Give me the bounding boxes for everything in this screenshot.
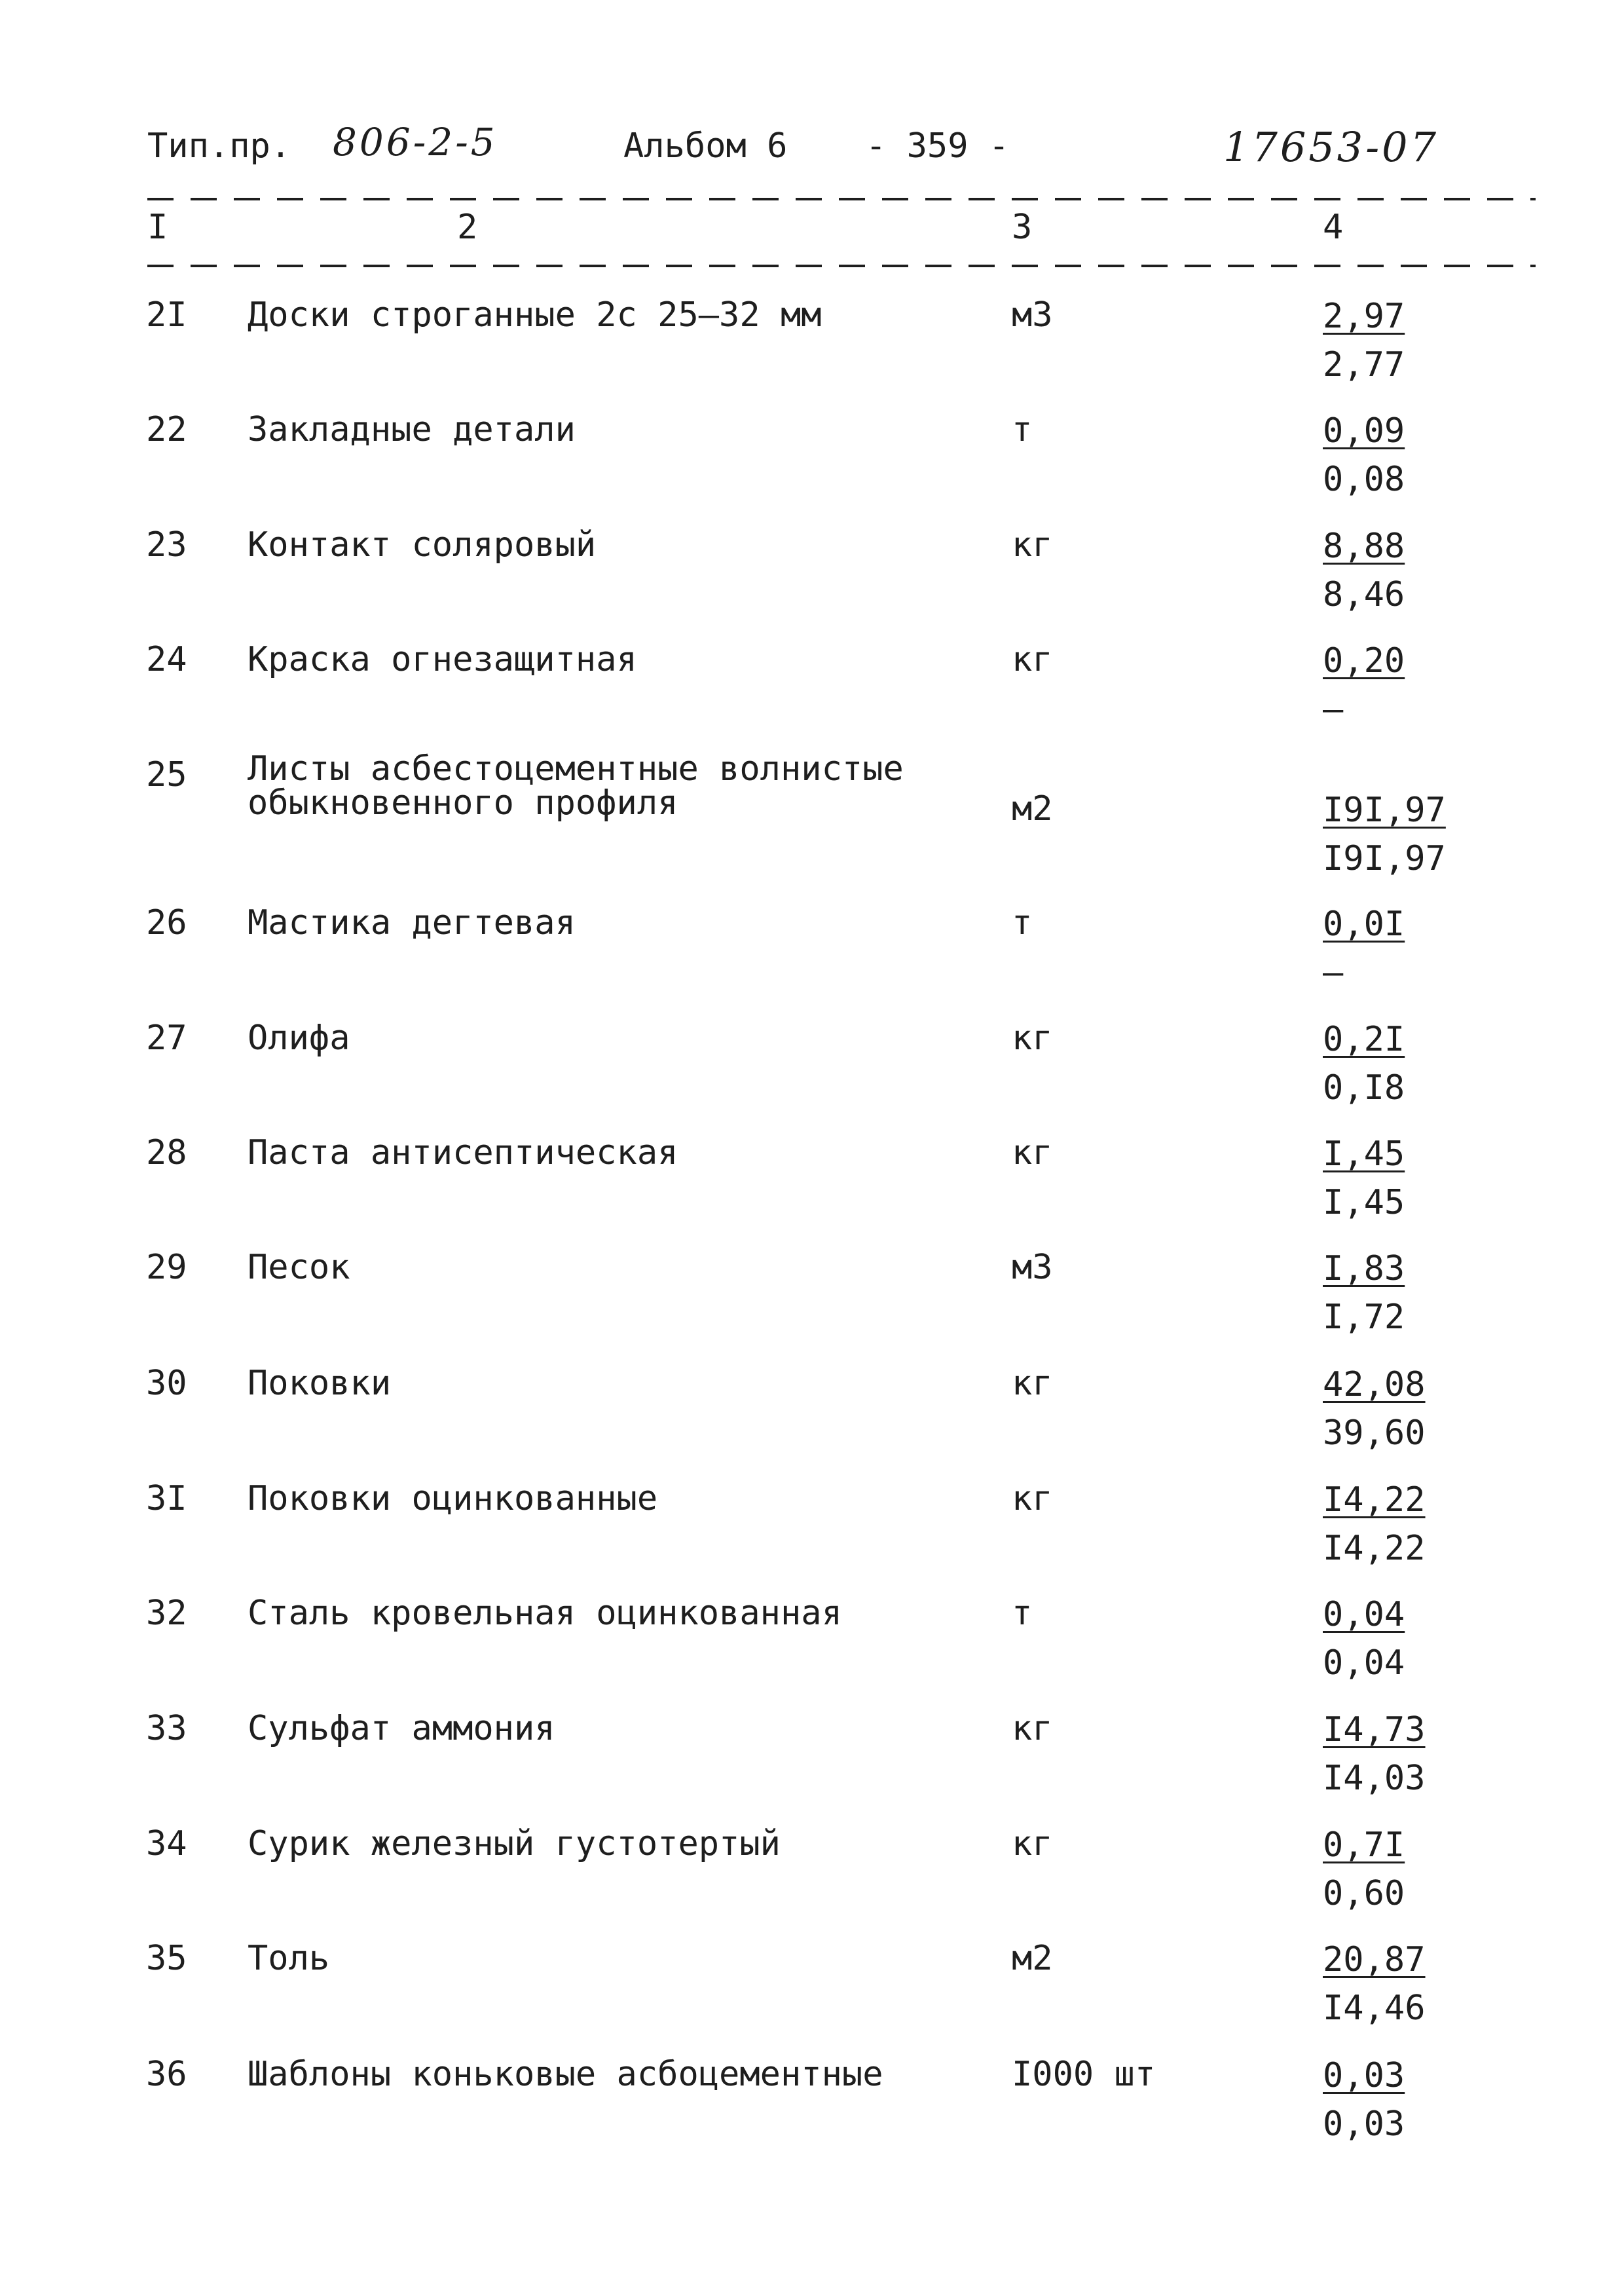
unit: м3	[1012, 1248, 1053, 1287]
quantity-top: 42,08	[1323, 1365, 1426, 1404]
unit: кг	[1012, 1709, 1053, 1748]
header-inventory-number: 17653-07	[1223, 123, 1439, 171]
header-rule-bottom	[147, 265, 1536, 267]
row-number: 29	[146, 1248, 187, 1287]
quantity-top: 2,97	[1323, 297, 1405, 336]
material-name: Олифа	[248, 1019, 350, 1058]
material-name: Поковки оцинкованные	[248, 1479, 658, 1518]
table-row	[0, 407, 1624, 505]
quantity-bottom: 0,I8	[1323, 1068, 1405, 1108]
column-header-2: 2	[457, 208, 478, 247]
table-row	[0, 1706, 1624, 1804]
row-number: 34	[146, 1824, 187, 1863]
row-number: 33	[146, 1709, 187, 1748]
table-row	[0, 2051, 1624, 2150]
quantity-bottom: –	[1323, 953, 1344, 992]
unit: кг	[1012, 1364, 1053, 1403]
quantity-bottom: I,45	[1323, 1183, 1405, 1222]
table-row	[0, 1130, 1624, 1228]
quantity-top: 20,87	[1323, 1940, 1426, 1979]
table-row	[0, 1015, 1624, 1113]
quantity-top: 0,03	[1323, 2056, 1405, 2095]
unit: кг	[1012, 1019, 1053, 1058]
material-name: Толь	[248, 1939, 330, 1978]
material-name: Песок	[248, 1248, 350, 1287]
material-name: Поковки	[248, 1364, 392, 1403]
header-project-code: 806-2-5	[333, 120, 498, 164]
header-album: Альбом 6	[623, 126, 788, 166]
row-number: 24	[146, 640, 187, 679]
header-prefix: Тип.пр.	[147, 126, 291, 166]
row-number: 32	[146, 1594, 187, 1633]
quantity-values	[1323, 1360, 1426, 1457]
quantity-values	[1323, 1936, 1426, 2032]
table-row	[0, 1360, 1624, 1459]
row-number: 35	[146, 1939, 187, 1978]
row-number: 22	[146, 410, 187, 449]
quantity-top: I,83	[1323, 1249, 1405, 1288]
quantity-values	[1323, 292, 1405, 389]
material-name: Краска огнезащитная	[248, 640, 637, 679]
table-row	[0, 1244, 1624, 1343]
quantity-values	[1323, 637, 1405, 734]
unit: м2	[1012, 1939, 1053, 1978]
unit: кг	[1012, 1479, 1053, 1518]
quantity-bottom: I4,22	[1323, 1529, 1426, 1568]
table-row	[0, 1936, 1624, 2034]
row-number: 30	[146, 1364, 187, 1403]
quantity-bottom: 39,60	[1323, 1413, 1426, 1453]
material-name-line-1: Листы асбестоцементные волнистые	[248, 749, 904, 789]
material-name: Сульфат аммония	[248, 1709, 555, 1748]
material-name: Сурик железный густотертый	[248, 1824, 781, 1863]
table-row	[0, 522, 1624, 620]
row-number: 3I	[146, 1479, 187, 1518]
row-number: 36	[146, 2055, 187, 2094]
quantity-bottom: 8,46	[1323, 575, 1405, 614]
row-number: 23	[146, 525, 187, 565]
quantity-values	[1323, 1244, 1405, 1341]
quantity-values	[1323, 1706, 1426, 1803]
quantity-values	[1323, 1590, 1405, 1687]
quantity-values	[1323, 786, 1446, 883]
row-number: 27	[146, 1019, 187, 1058]
quantity-values	[1323, 407, 1405, 504]
column-header-1: I	[147, 208, 168, 247]
quantity-top: I,45	[1323, 1134, 1405, 1174]
unit: м2	[1012, 789, 1053, 829]
unit: кг	[1012, 525, 1053, 565]
unit: I000 шт	[1012, 2055, 1156, 2094]
material-name	[248, 749, 904, 823]
column-header-3: 3	[1012, 208, 1033, 247]
unit: кг	[1012, 1824, 1053, 1863]
quantity-bottom: 0,04	[1323, 1643, 1405, 1683]
quantity-top: 0,2I	[1323, 1020, 1405, 1059]
row-number: 25	[146, 755, 187, 795]
material-name: Паста антисептическая	[248, 1133, 678, 1172]
header-rule-top	[147, 198, 1536, 200]
quantity-top: 0,0I	[1323, 905, 1405, 944]
table-row	[0, 1476, 1624, 1574]
material-name: Шаблоны коньковые асбоцементные	[248, 2055, 883, 2094]
row-number: 28	[146, 1133, 187, 1172]
material-name: Контакт соляровый	[248, 525, 597, 565]
quantity-bottom: I4,03	[1323, 1759, 1426, 1798]
material-name: Доски строганные 2с 25–32 мм	[248, 295, 822, 335]
quantity-values	[1323, 1821, 1405, 1918]
table-row	[0, 749, 1624, 883]
material-name: Сталь кровельная оцинкованная	[248, 1594, 842, 1633]
quantity-top: I4,73	[1323, 1710, 1426, 1749]
quantity-bottom: 0,60	[1323, 1874, 1405, 1913]
material-name: Мастика дегтевая	[248, 903, 576, 943]
unit: м3	[1012, 295, 1053, 335]
quantity-top: I9I,97	[1323, 791, 1446, 830]
quantity-bottom: 2,77	[1323, 345, 1405, 384]
quantity-top: 0,09	[1323, 411, 1405, 451]
quantity-bottom: I4,46	[1323, 1989, 1426, 2028]
table-row	[0, 900, 1624, 998]
quantity-top: 0,20	[1323, 641, 1405, 681]
unit: кг	[1012, 640, 1053, 679]
header-page-number: - 359 -	[866, 126, 1010, 166]
unit: т	[1012, 903, 1033, 943]
quantity-values	[1323, 2051, 1405, 2148]
quantity-top: I4,22	[1323, 1480, 1426, 1520]
table-row	[0, 1821, 1624, 1919]
quantity-top: 8,88	[1323, 527, 1405, 566]
table-row	[0, 637, 1624, 735]
material-name: Закладные детали	[248, 410, 576, 449]
quantity-bottom: I9I,97	[1323, 839, 1446, 878]
row-number: 2I	[146, 295, 187, 335]
quantity-values	[1323, 522, 1405, 619]
unit: кг	[1012, 1133, 1053, 1172]
quantity-top: 0,04	[1323, 1595, 1405, 1634]
quantity-values	[1323, 1130, 1405, 1227]
quantity-top: 0,7I	[1323, 1825, 1405, 1865]
quantity-values	[1323, 1476, 1426, 1573]
quantity-bottom: –	[1323, 690, 1344, 729]
quantity-bottom: 0,08	[1323, 460, 1405, 499]
table-row	[0, 1590, 1624, 1689]
table-row	[0, 292, 1624, 390]
unit: т	[1012, 1594, 1033, 1633]
material-name-line-2: обыкновенного профиля	[248, 783, 678, 823]
quantity-values	[1323, 900, 1405, 997]
column-header-4: 4	[1323, 208, 1344, 247]
unit: т	[1012, 410, 1033, 449]
quantity-bottom: I,72	[1323, 1298, 1405, 1337]
row-number: 26	[146, 903, 187, 943]
quantity-bottom: 0,03	[1323, 2104, 1405, 2144]
quantity-values	[1323, 1015, 1405, 1112]
